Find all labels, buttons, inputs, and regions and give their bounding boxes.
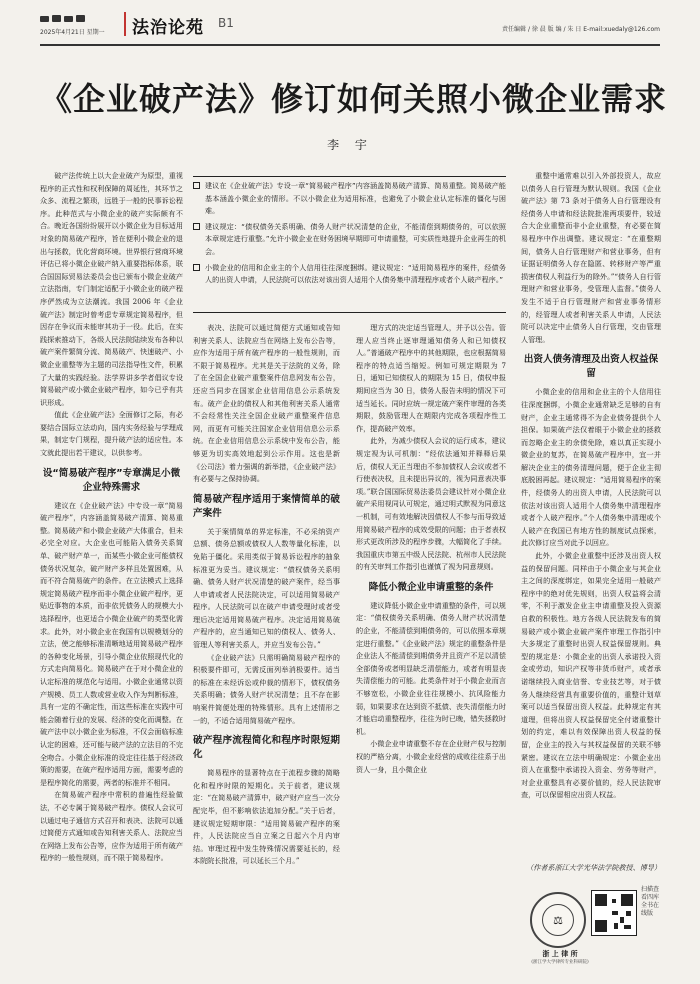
- paragraph: 在简易破产程序中常积的普遍性经验做法，不必专属于简易破产程序。债权人会议可以通过电子通信方式召开和表决、法院可以通过简便方式通知或告知利害关系人、法院应当在网络上发布公告等，应作为适用于所有破产程序的一般性规则，而不限于简易程序。: [40, 790, 183, 863]
- subheading: 设“简易破产程序”专章满足小微企业特殊需求: [42, 467, 181, 493]
- author-bio: （作者系浙江大学光华法学院教授、博导）: [526, 863, 661, 872]
- paragraph: 简易程序的显著特点在于流程步骤的简略化和程序时限的短期化。关于前者，建议规定：“在简易破产清算中，破产财产应当一次分配完毕，但不影响依法追加分配。”关于后者，建议规定短期审限：“适用简易破产程序的案件，人民法院应当自立案之日起六个月内审结。审理过程中发生特殊情况需要延长的，经本院院长批准，可以延长三个月。”: [193, 768, 340, 866]
- paragraph: 值此《企业破产法》全面修订之际，有必要结合国际立法动向，国内实务经验与学理成果，制定专门规程，提升破产法的适应性。本文就此提出若干建议，以供参考。: [40, 410, 183, 458]
- column-2: [193, 322, 340, 970]
- school-subtitle: (浙江学大学律所专业科研院): [531, 960, 589, 965]
- section-bar: [124, 12, 126, 36]
- paragraph: 此外，为减少债权人会议的运行成本，建议规定视为认可机制：“经依法通知并释释后果后，债权人无正当理由不参加债权人会议或者不行使表决权，且未提出异议的，视为同意表决事项。”联合国国际贸易法委员会建议针对小微企业破产采用视同认可规定，通过明式默视为同意这一机制，可有效地解决因债权人不参与而导致适用简易破产程序的成效受限的问题；由于者表权形式更改所涉及的程序步骤，大幅简化了手续。我国重庆市第五中级人民法院、杭州市人民法院的有关审判工作指引也谨慎了视为同意规则。: [356, 436, 506, 572]
- column-1: [40, 170, 183, 970]
- qr-caption: 扫描查看四库全书在线版: [641, 886, 660, 917]
- newspaper-logo: [40, 14, 88, 24]
- highlights-bottom-rule: [193, 312, 506, 313]
- highlight-text: 建议规定：“债权债务关系明确、债务人财产状况清楚的企业，不能清偿到期债务的，可以依照本章规定进行重整。”允许小微企业在财务困境早期即可申请重整，可实质性地提升企业再生的机会。: [205, 221, 506, 256]
- highlight-text: 建议在《企业破产法》专设一章“简易破产程序”内容涵盖简易破产清算、简易重整。简易破产能基本涵盖小微企业的情形。不以小微企业为适用标准，也避免了小微企业认定标准的僵化与困难。: [205, 181, 506, 216]
- paragraph: 此外，小微企业重整中还涉及出资人权益的保留问题。同样由于小微企业与其企业主之间的深度绑定，如果完全适用一般破产程序中的绝对优先规则，出资人权益将会清零，不利于激发企业主申请重整及投入资源自救的积极性。地方各级人民法院发布的简易破产或小微企业破产案件审理工作指引中大多规定了重整时出资人权益保留规则。典型的规定是：小微企业的出资人承诺投入资金或劳动，知识产权等非货币财产，或者承诺继续投入商业信誉、专业技艺等，对于债务人继续经营具有重要价值的，重整计划草案可以适当保留出资人权益。此种规定有其道理，但将出资人权益保留完全付诸重整计划的约定，难以有效保障出资人权益的保留，企业主的投入与其权益保留的关联不够紧密。建议在立法中明确规定：小微企业出资人在重整中承诺投入资金、劳务等财产，对企业重整具有必要价值的，经人民法院审查，可以保留相应出资人权益。: [521, 551, 661, 800]
- page-number: B1: [218, 16, 234, 30]
- masthead: [0, 0, 700, 50]
- editors-line: 责任编辑 / 徐 晨 版 编 / 朱 日 E-mail:xuedaly@126.com: [502, 26, 660, 33]
- paragraph: 小微企业的信用和企业主的个人信用往往深度捆绑，小微企业通常缺乏足够的自有财产，企业主通常得不为企业债务提供个人担保。如果破产法仅着眼于小微企业的拯救而忽略企业主的余债免除，难以真正实现小微企业的复苏，在简易破产程序中，宜一并解决企业主的债务清理问题，便于企业主彻底脱困再起。建议规定：“适用简易程序的案件，经债务人的出资人申请，人民法院可以依法对该出资人适用个人债务集中清理程序或者个人破产程序。”个人债务集中清理或个人破产在我国已有地方性的制度试点探索，此次修订应当对此予以回应。: [521, 387, 661, 548]
- checkbox-icon: [193, 182, 200, 189]
- paragraph: 关于案情简单的界定标准，不必采纳资产总额、债务总额或债权人人数等量化标准，以免陷于僵化。采用类似于简易诉讼程序的抽象标准更为妥当。建议规定：“债权债务关系明确、债务人财产状况清楚的破产案件，经当事人申请或者人民法院决定，可以适用简易破产程序。人民法院可以在破产申请受理时或者受理后决定适用简易破产程序。决定适用简易破产程序的，应当通知已知的债权人、债务人、管理人等利害关系人，并应当发布公告。”: [193, 526, 340, 650]
- highlight-text: 小微企业的信用和企业主的个人信用往往深度捆绑。建议规定：“适用简易程序的案件，经债务人的出资人申请，人民法院可以依法对该出资人适用个人债务集中清理程序或者个人破产程序。”: [205, 262, 506, 285]
- paragraph: 破产法传统上以大企业破产为原型，重视程序的正式性和权利保障的周延性，其环节之众多、流程之繁琐，远胜于一般的民事诉讼程序。此种范式与小微企业的破产实际颇有不合。晚近各国纷纷展开以小微企业为目标适用对象的简易破产程序，旨在便利小微企业的退出与拯救，优化营商环境。世界银行营商环境评估已将小微企业破产纳入重要指标体系，联合国国际贸易法委员会也已颁布小微企业破产立法指南，专门制定适配于小微企业的破产程序俨然成为立法潮流。我国 2006 年《企业破产法》制定时曾考虑专章规定简易程序，但因存在争议而未能审其功于一役。此后，在实践探索推动下，各级人民法院陆续发布各种以破产案件繁简分流、简易破产、快速破产、小微企业重整等为主题的司法指导性文件，积累了大量的实践经验。法学界讲多学者倡议专设简易破产或小微企业破产程序，如今已乎有共识形成。: [40, 171, 183, 407]
- subheading: 出资人债务清理及出资人权益保留: [523, 354, 659, 380]
- school-seal-icon: [530, 892, 586, 948]
- issue-date: 2025年4月21日 星期一: [40, 29, 105, 36]
- article-author: 李 宇: [327, 138, 373, 152]
- highlight-item: [193, 262, 506, 287]
- paragraph: 《企业破产法》只需明确简易破产程序的积极要件即可，无需反面列举消极要件。适当的标准在未经诉讼或仲裁的情形下，债权债务关系明确；债务人财产状况清楚；且不存在影响案件简便处理的特殊情形。具有上述情形之一的，不适合适用简易破产程序。: [193, 652, 340, 725]
- seal-inner-icon: ⚖: [542, 904, 574, 936]
- column-4: [521, 170, 661, 860]
- subheading: 降低小微企业申请重整的条件: [368, 581, 494, 593]
- highlight-item: [193, 221, 506, 259]
- column-3: [356, 322, 506, 970]
- qr-code-icon[interactable]: [591, 890, 637, 936]
- paragraph: 重整中通常难以引入外部投资人，故应以债务人自行管理为默认规则。我国《企业破产法》第 73 条对于债务人自行管理设有经债务人申请和经法院批准两项要件，较适合大企业重整而非小企业重整，有必要在简易程序中作出调整。建议规定：“在重整期间，债务人自行管理财产和营业事务，但有证据证明债务人存在隐匿、转移财产等严重损害债权人利益行为的除外。”“债务人自行管理财产和营业事务，受管理人监督。”债务人发生不适于自行管理财产和营业事务情形的，经管理人或者利害关系人申请，人民法院可以决定中止债务人自行管理，交由管理人管理。: [521, 171, 661, 344]
- paragraph: 建议降低小微企业申请重整的条件，可以规定：“债权债务关系明确、债务人财产状况清楚的企业，不能清偿到期债务的，可以依照本章规定进行重整。”《企业破产法》规定的重整条件是企业法人不能清偿到期债务并且资产不足以清偿全部债务或者明显缺乏清偿能力，或者有明显丧失清偿能力的可能。此类条件对于小微企业而言不够宽松，小微企业往往规模小、抗风险能力弱，如果要求在达到资不抵债、丧失清偿能力时才能启动重整程序，往往为时已晚，错失拯救时机。: [356, 600, 506, 736]
- paragraph: 小微企业申请重整不存在企业财产权与控制权的严格分离，小微企业经营的成败往往系于出资人一身，且小微企业: [356, 739, 506, 774]
- highlights-top-rule: [193, 176, 506, 177]
- school-name: 浙 上 律 所: [542, 950, 578, 958]
- highlight-item: [193, 180, 506, 218]
- section-title: 法治论苑: [132, 18, 204, 38]
- header-rule: [40, 44, 660, 46]
- paragraph: 理方式的决定适当管理人，并予以公告。管理人应当终止逐审理通知债务人和已知债权人。”普通破产程序中的其他期限，也应根据简易程序的特点适当缩短。例如可规定期限为 7 日，通知已知债权人的期限为 15 日，债权申报期间应当为 30 日，债务人报告未明的情况下可适当延长。同时应统一规定破产案件审理的各类期限，鼓励管理人在期限内完成各项程序性工作，提高破产效率。: [356, 323, 506, 433]
- checkbox-icon: [193, 223, 200, 230]
- subheading: 简易破产程序适用于案情简单的破产案件: [193, 493, 340, 519]
- paragraph: 建议在《企业破产法》中专设一章“简易破产程序”，内容涵盖简易破产清算、简易重整。简易破产和小微企业破产大体重合，但未必完全对应。大企业也可能陷入债务关系简单、破产财产单一，而某些小微企业可能债权债务状况复杂，破产财产多样且处置困难，从而不符合简易破产的条件。在立法模式上选择规定简易破产程序而非小微企业破产程序，更贴近事物的本质，而非依凭债务人的规模大小选择程序，也更适合小微企业破产的类型化需求。此外，对小微企业在我国有以规模划分的立法，使之能够标准清晰地适用简易破产程序的各种变化场景，引导小微企业依照现代化的方式走向简易化。简易破产在于对小微企业的认定标准的规范化与适用。小微企业通常以资产规模、员工人数或营业收入作为判断标准，具有一定的不确定性，而这些标准在实践中可能会随着行业的发展、经济的变化而调整。在破产法中以小微企业为标准，不仅会面临标准认定的困难，还可能与破产法的立法目的不完全吻合。小微企业标准的设定往往基于经济政策的需要，在破产程序适用方面，需要考虑的是程序简化的需要，两者的标准并不相同。: [40, 500, 183, 787]
- article-title: 《企业破产法》修订如何关照小微企业需求: [40, 80, 668, 118]
- subheading: 破产程序流程简化和程序时限短期化: [193, 735, 340, 761]
- highlights-box: [193, 180, 506, 290]
- checkbox-icon: [193, 264, 200, 271]
- paragraph: 表决、法院可以通过简便方式通知或告知利害关系人、法院应当在网络上发布公告等，应作为适用于所有破产程序的一般性规则，而不限于简易程序。尤其是关于法院的义务，除了在全国企业破产重整案件信息网发布公告，还应当同步在国家企业信用信息公示系统发布。破产企业的债权人和其他利害关系人通常不会经常性关注全国企业破产重整案件信息网，而更有可能关注国家企业信用信息公示系统。在企业信用信息公示系统中发布公告，能够更为切实高效地起到公示作用。这也是新《公司法》着力强调的新举措，《企业破产法》有必要与之保持协调。: [193, 323, 340, 484]
